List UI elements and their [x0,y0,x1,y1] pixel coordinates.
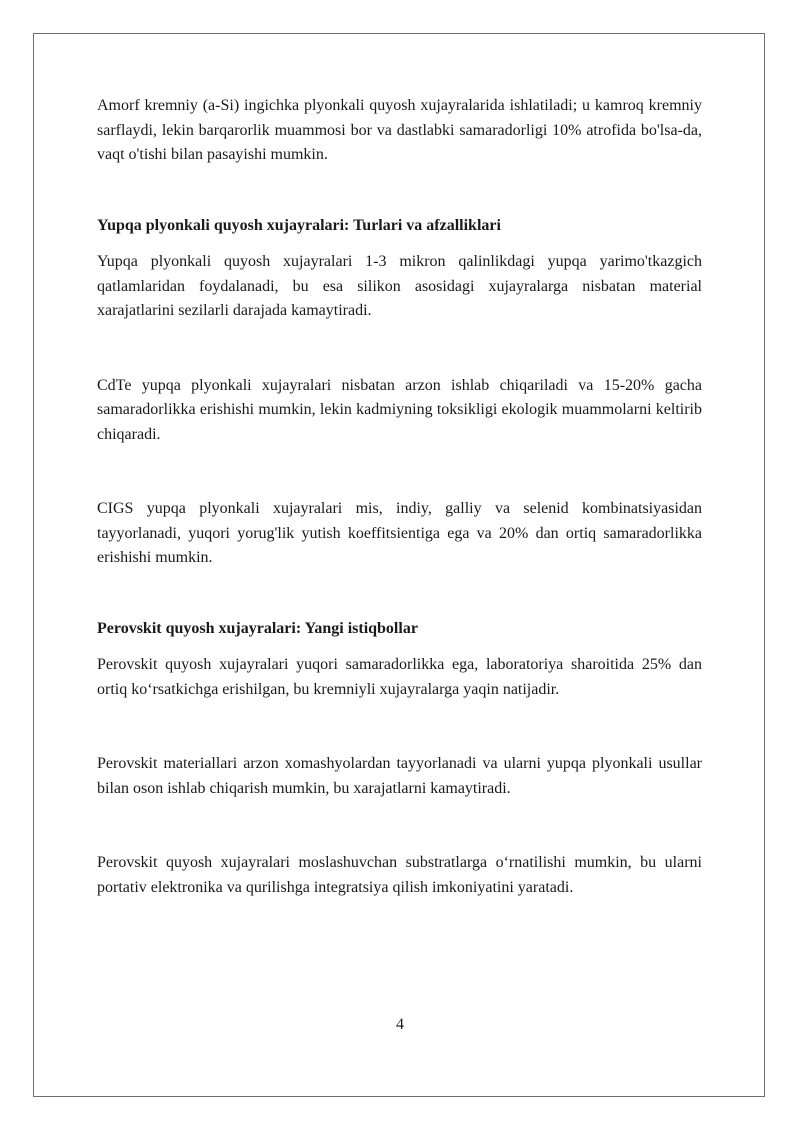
page-content [97,94,702,900]
paragraph-perovskite-efficiency: Perovskit quyosh xujayralari yuqori samaradorlikka ega, laboratoriya sharoitida 25% dan ortiq ko‘rsatkichga erishilgan, bu kremniyli xujayralarga yaqin natijadir. [97,656,702,698]
paragraph-perovskite-flexible: Perovskit quyosh xujayralari moslashuvchan substratlarga o‘rnatilishi mumkin, bu ularni portativ elektronika va qurilishga integratsiya qilish imkoniyatini yaratadi. [97,854,702,896]
paragraph-perovskite-materials: Perovskit materiallari arzon xomashyolardan tayyorlanadi va ularni yupqa plyonkali usullar bilan oson ishlab chiqarish mumkin, bu xarajatlarni kamaytiradi. [97,755,702,797]
paragraph-amorphous-silicon: Amorf kremniy (a-Si) ingichka plyonkali quyosh xujayralarida ishlatiladi; u kamroq kremniy sarflaydi, lekin barqarorlik muammosi bor va dastlabki samaradorligi 10% atrofida bo'lsa-da, vaqt o'tishi bilan pasayishi mumkin. [97,97,702,163]
paragraph-cdte: CdTe yupqa plyonkali xujayralari nisbatan arzon ishlab chiqariladi va 15-20% gacha samaradorlikka erishishi mumkin, lekin kadmiyning toksikligi ekologik muammolarni keltirib chiqaradi. [97,376,702,443]
section-heading-thin-film: Yupqa plyonkali quyosh xujayralari: Turlari va afzalliklari [97,216,501,234]
paragraph-cigs: CIGS yupqa plyonkali xujayralari mis, indiy, galliy va selenid kombinatsiyasidan tayyorlanadi, yuqori yorug'lik yutish koeffitsientiga ega va 20% dan ortiq samaradorlikka erishishi mumkin. [97,500,702,566]
section-heading-perovskite: Perovskit quyosh xujayralari: Yangi istiqbollar [97,619,418,637]
page-number: 4 [396,1016,404,1033]
paragraph-thin-film-overview: Yupqa plyonkali quyosh xujayralari 1-3 mikron qalinlikdagi yupqa yarimo'tkazgich qatlamlaridan foydalanadi, bu esa silikon asosidagi xujayralarga nisbatan material xarajatlarini sezilarli darajada kamaytiradi. [97,253,702,319]
